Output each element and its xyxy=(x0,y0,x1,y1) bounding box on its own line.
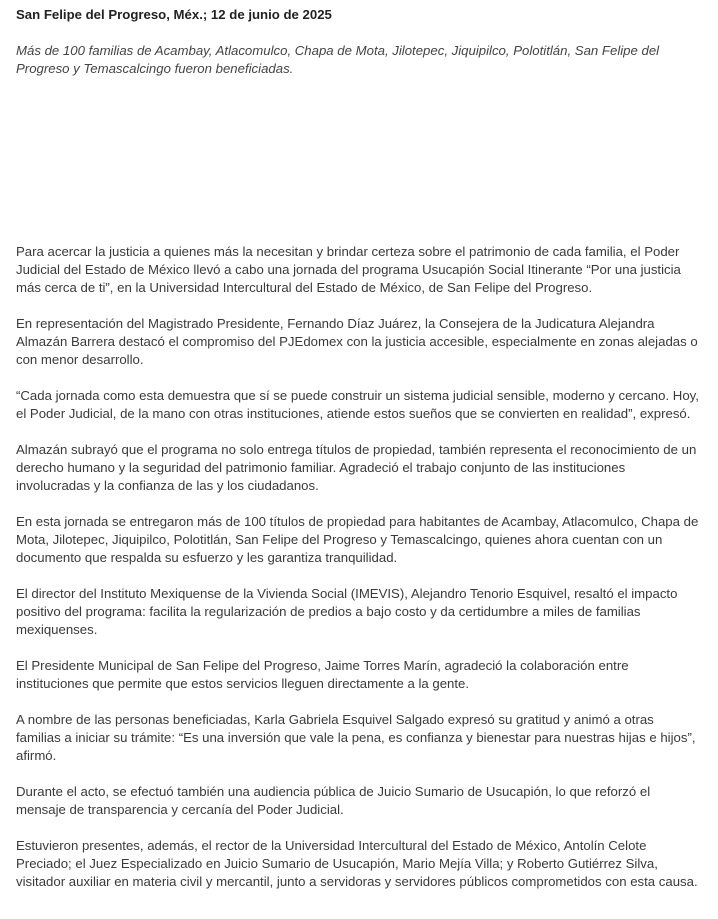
article-body xyxy=(16,243,702,909)
body-paragraph: El Presidente Municipal de San Felipe del Progreso, Jaime Torres Marín, agradeció la colaboración entre instituciones que permite que estos servicios lleguen directamente a la gente. xyxy=(16,658,629,691)
body-paragraph: Durante el acto, se efectuó también una audiencia pública de Juicio Sumario de Usucapión, lo que reforzó el mensaje de transparencia y cercanía del Poder Judicial. xyxy=(16,784,651,817)
body-paragraph: En representación del Magistrado Presidente, Fernando Díaz Juárez, la Consejera de la Judicatura Alejandra Almazán Barrera destacó el compromiso del PJEdomex con la justicia accesible, especialmente en zonas alejadas o con menor desarrollo. xyxy=(16,316,698,367)
body-paragraph: El director del Instituto Mexiquense de la Vivienda Social (IMEVIS), Alejandro Tenorio Esquivel, resaltó el impacto positivo del programa: facilita la regularización de predios a bajo costo y da certidumbre a miles de familias mexiquenses. xyxy=(16,586,678,637)
article-dateline: San Felipe del Progreso, Méx.; 12 de junio de 2025 xyxy=(16,7,332,22)
body-paragraph: A nombre de las personas beneficiadas, Karla Gabriela Esquivel Salgado expresó su gratitud y animó a otras familias a iniciar su trámite: “Es una inversión que vale la pena, es confianza y bienestar para nuestras hijas e hijos”, afirmó. xyxy=(16,712,696,763)
body-paragraph: En esta jornada se entregaron más de 100 títulos de propiedad para habitantes de Acambay, Atlacomulco, Chapa de Mota, Jilotepec, Jiquipilco, Polotitlán, San Felipe del Progreso y Temascalcingo, quienes ahora cuentan con un documento que respalda su esfuerzo y les garantiza tranquilidad. xyxy=(16,514,699,565)
article-lead: Más de 100 familias de Acambay, Atlacomulco, Chapa de Mota, Jilotepec, Jiquipilco, Polotitlán, San Felipe del Progreso y Temascalcingo fueron beneficiadas. xyxy=(16,43,660,76)
body-paragraph: Almazán subrayó que el programa no solo entrega títulos de propiedad, también representa el reconocimiento de un derecho humano y la seguridad del patrimonio familiar. Agradeció el trabajo conjunto de las instituciones involucradas y la confianza de las y los ciudadanos. xyxy=(16,442,697,493)
body-paragraph: Para acercar la justicia a quienes más la necesitan y brindar certeza sobre el patrimonio de cada familia, el Poder Judicial del Estado de México llevó a cabo una jornada del programa Usucapión Social Itinerante “Por una justicia más cerca de ti”, en la Universidad Intercultural del Estado de México, de San Felipe del Progreso. xyxy=(16,244,681,295)
body-paragraph: Estuvieron presentes, además, el rector de la Universidad Intercultural del Estado de México, Antolín Celote Preciado; el Juez Especializado en Juicio Sumario de Usucapión, Mario Mejía Villa; y Roberto Gutiérrez Silva, visitador auxiliar en materia civil y mercantil, junto a servidoras y servidores públicos comprometidos con esta causa. xyxy=(16,838,698,889)
body-paragraph: “Cada jornada como esta demuestra que sí se puede construir un sistema judicial sensible, moderno y cercano. Hoy, el Poder Judicial, de la mano con otras instituciones, atiende estos sueños que se convierten en realidad”, expresó. xyxy=(16,388,699,421)
